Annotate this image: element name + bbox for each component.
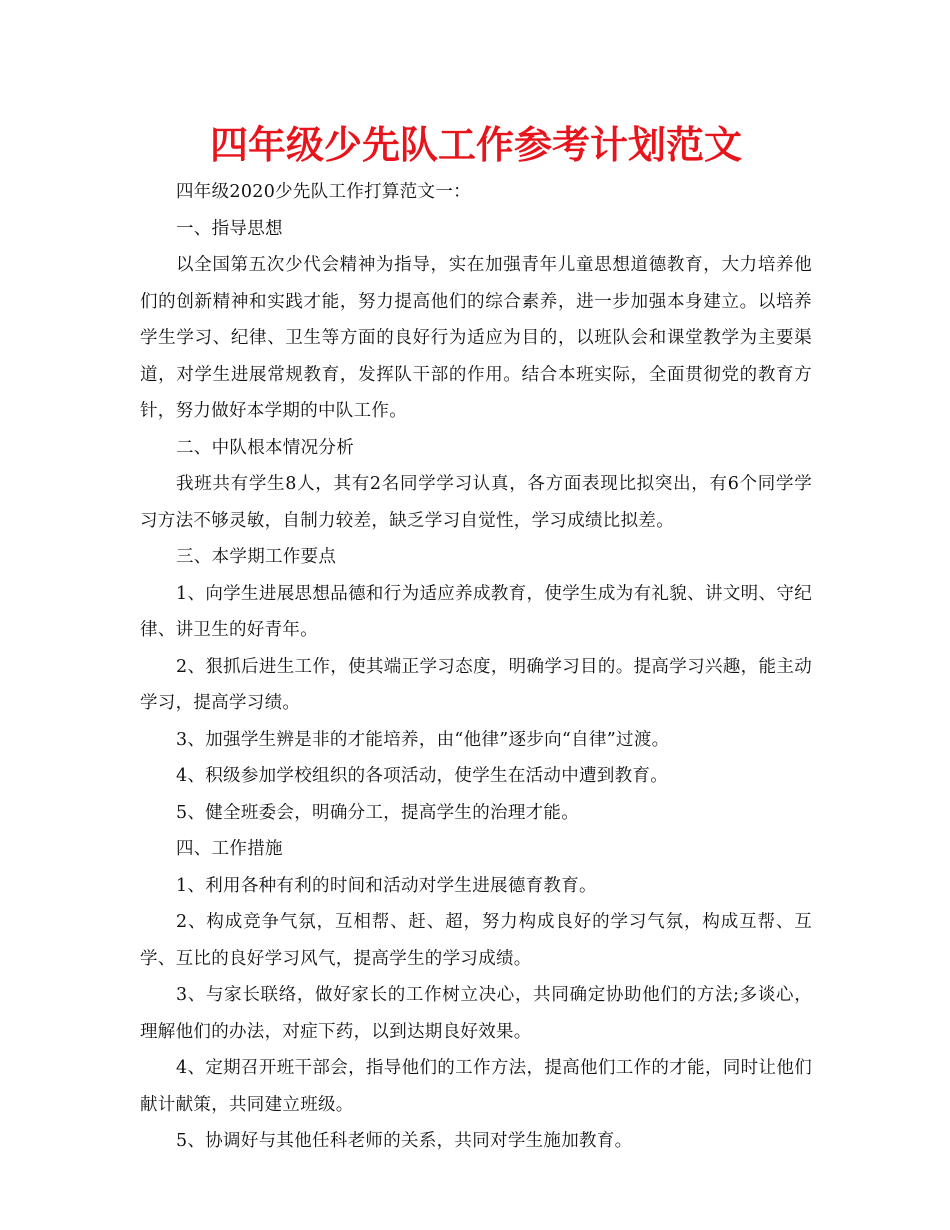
list-item-work-point-5: 5、健全班委会，明确分工，提高学生的治理才能。	[176, 802, 580, 823]
list-item-measure-5: 5、协调好与其他任科老师的关系，共同对学生施加教育。	[176, 1131, 633, 1151]
document-page	[140, 118, 812, 1160]
document-body	[140, 174, 812, 1160]
list-item-measure-1: 1、利用各种有利的时间和活动对学生进展德育教育。	[176, 875, 597, 896]
heading-work-points: 三、本学期工作要点	[176, 547, 337, 567]
list-item-measure-2: 2、构成竞争气氛，互相帮、赶、超，努力构成良好的学习气氛，构成互帮、互学、互比的良好学习风气，提高学生的学习成绩。	[140, 912, 812, 969]
list-item-work-point-4: 4、积级参加学校组织的各项活动，使学生在活动中遭到教育。	[176, 766, 669, 786]
paragraph-situation-analysis: 我班共有学生8人，其有2名同学学习认真，各方面表现比拟突出，有6个同学学习方法不够灵敏，自制力较差，缺乏学习自觉性，学习成绩比拟差。	[140, 474, 812, 531]
list-item-work-point-3: 3、加强学生辨是非的才能培养，由“他律”逐步向“自律”过渡。	[176, 729, 670, 750]
list-item-measure-3: 3、与家长联络，做好家长的工作树立决心，共同确定协助他们的方法;多谈心，理解他们的办法，对症下药，以到达期良好效果。	[140, 985, 812, 1042]
list-item-work-point-1: 1、向学生进展思想品德和行为适应养成教育，使学生成为有礼貌、讲文明、守纪律、讲卫生的好青年。	[140, 583, 812, 640]
document-title: 四年级少先队工作参考计划范文	[209, 123, 742, 167]
paragraph-intro: 四年级2020少先队工作打算范文一：	[176, 182, 471, 202]
heading-situation-analysis: 二、中队根本情况分析	[176, 437, 354, 458]
list-item-measure-4: 4、定期召开班干部会，指导他们的工作方法，提高他们工作的才能，同时让他们献计献策，共同建立班级。	[140, 1058, 812, 1115]
heading-work-measures: 四、工作措施	[176, 839, 283, 859]
paragraph-guiding-ideology: 以全国第五次少代会精神为指导，实在加强青年儿童思想道德教育，大力培养他们的创新精神和实践才能，努力提高他们的综合素养，进一步加强本身建立。以培养学生学习、纪律、卫生等方面的良好行为适应为目的，以班队会和课堂教学为主要渠道，对学生进展常规教育，发挥队干部的作用。结合本班实际，全面贯彻党的教育方针，努力做好本学期的中队工作。	[140, 255, 812, 421]
heading-guiding-ideology: 一、指导思想	[176, 218, 283, 239]
list-item-work-point-2: 2、狠抓后进生工作，使其端正学习态度，明确学习目的。提高学习兴趣，能主动学习，提高学习绩。	[140, 656, 812, 713]
